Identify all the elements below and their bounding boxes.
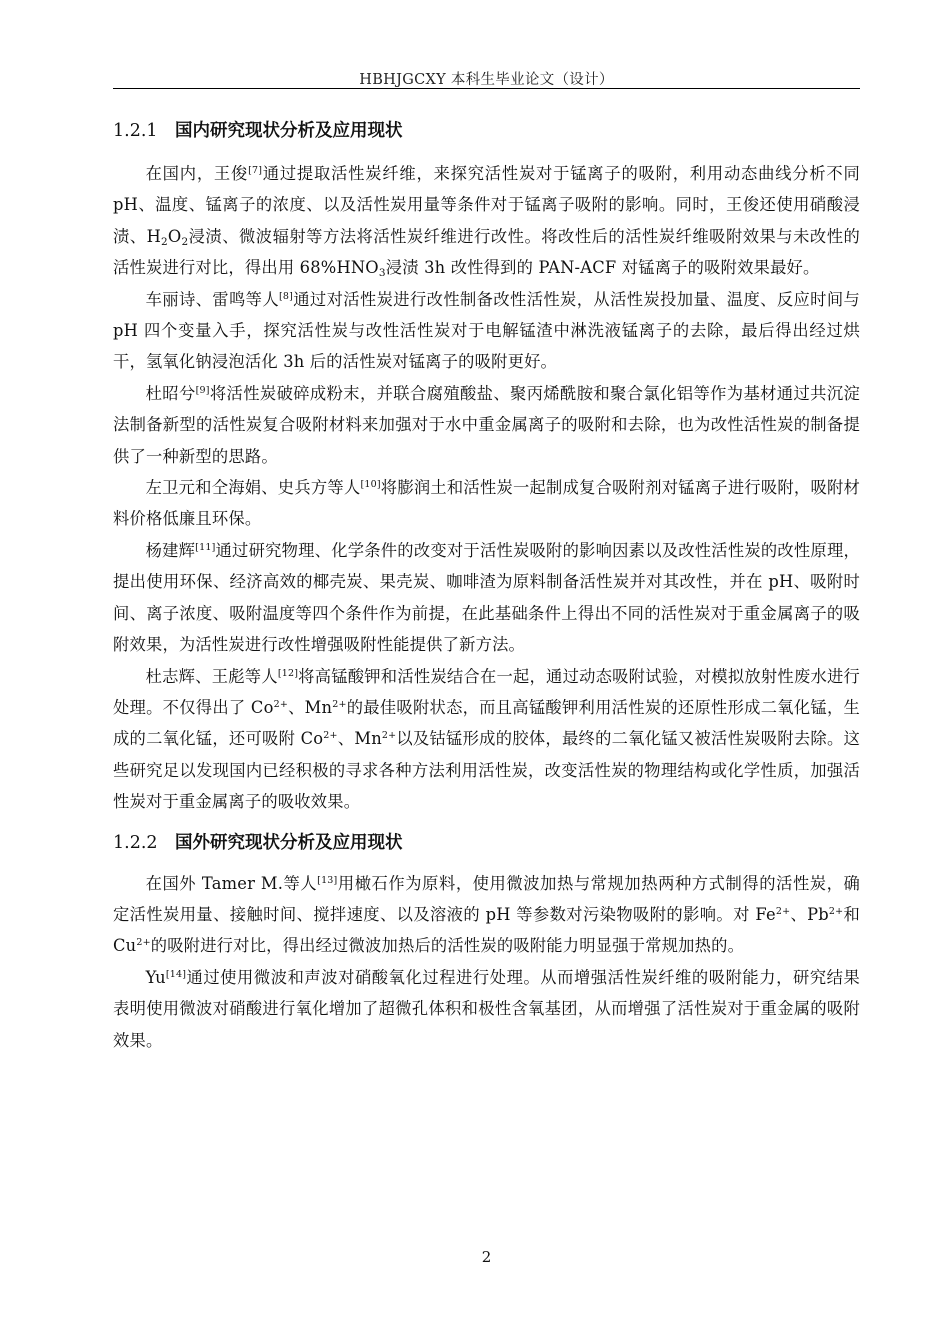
citation-ref: [13] [317, 874, 338, 886]
section-heading-1-2-2 [113, 828, 860, 858]
section-number: 1.2.1 [113, 121, 158, 141]
citation-ref: [12] [277, 667, 299, 679]
paragraph: 车丽诗、雷鸣等人[8]通过对活性炭进行改性制备改性活性炭，从活性炭投加量、温度、反应时间与 pH 四个变量入手，探究活性炭与改性活性炭对于电解锰渣中淋洗液锰离子的去除，最后得出经过烘干，氢氧化钠浸泡活化 3h 后的活性炭对锰离子的吸附更好。 [113, 289, 860, 372]
section-title: 国内研究现状分析及应用现状 [175, 121, 403, 141]
citation-ref: [9] [195, 384, 210, 396]
citation-ref: [11] [195, 541, 216, 553]
paragraph: 杜志辉、王彪等人[12]将高锰酸钾和活性炭结合在一起，通过动态吸附试验，对模拟放射性废水进行处理。不仅得出了 $Co^{2+}$、$Mn^{2+}$的最佳吸附状态，而且高锰酸钾利用活性炭的还原性形成二氧化锰，生成的二氧化锰，还可吸附 $Co^{2+}$、$Mn^{2+}$以及钴锰形成的胶体，最终的二氧化锰又被活性炭吸附去除。这些研究足以发现国内已经积极的寻求各种方法利用活性炭，改变活性炭的物理结构或化学性质，加强活性炭对于重金属离子的吸收效果。 [113, 666, 860, 812]
citation-ref: [7] [248, 165, 263, 176]
citation-ref: [8] [279, 290, 294, 302]
paragraph: 杜昭兮[9]将活性炭破碎成粉末，并联合腐殖酸盐、聚丙烯酰胺和聚合氯化铝等作为基材通过共沉淀法制备新型的活性炭复合吸附材料来加强对于水中重金属离子的吸附和去除，也为改性活性炭的制备提供了一种新型的思路。 [113, 383, 860, 466]
paragraph: 在国内，王俊[7]通过提取活性炭纤维，来探究活性炭对于锰离子的吸附，利用动态曲线分析不同 pH、温度、锰离子的浓度、以及活性炭用量等条件对于锰离子吸附的影响。同时，王俊还使用硝酸浸渍、$H_2O_2$浸渍、微波辐射等方法将活性炭纤维进行改性。将改性后的活性炭纤维吸附效果与未改性的活性炭进行对比，得出用 $68\%HNO_3$浸渍 3h 改性得到的 PAN-ACF 对锰离子的吸附效果最好。 [113, 164, 860, 280]
page-number: 2 [481, 1248, 492, 1266]
section-number: 1.2.2 [113, 832, 158, 853]
citation-ref: [10] [360, 479, 381, 491]
page-header: HBHJGCXY 本科生毕业论文（设计） [359, 72, 614, 88]
paragraph: 左卫元和仝海娟、史兵方等人[10]将膨润土和活性炭一起制成复合吸附剂对锰离子进行吸附，吸附材料价格低廉且环保。 [113, 478, 860, 529]
page-body [113, 116, 860, 1056]
citation-ref: [14] [165, 968, 187, 980]
paragraph: 杨建辉[11]通过研究物理、化学条件的改变对于活性炭吸附的影响因素以及改性活性炭的改性原理，提出使用环保、经济高效的椰壳炭、果壳炭、咖啡渣为原料制备活性炭并对其改性，并在 pH、吸附时间、离子浓度、吸附温度等四个条件作为前提，在此基础条件上得出不同的活性炭对于重金属离子的吸附效果，为活性炭进行改性增强吸附性能提供了新方法。 [113, 540, 860, 655]
paragraph: 在国外 Tamer M.等人[13]用橄石作为原料，使用微波加热与常规加热两种方式制得的活性炭，确定活性炭用量、接触时间、搅拌速度、以及溶液的 pH 等参数对污染物吸附的影响。对 $Fe^{2+}$、$Pb^{2+}$和 $Cu^{2+}$的吸附进行对比，得出经过微波加热后的活性炭的吸附能力明显强于常规加热的。 [113, 873, 860, 956]
paragraph: Yu[14]通过使用微波和声波对硝酸氧化过程进行处理。从而增强活性炭纤维的吸附能力，研究结果表明使用微波对硝酸进行氧化增加了超微孔体积和极性含氧基团，从而增强了活性炭对于重金属的吸附效果。 [113, 967, 860, 1050]
section-heading-1-2-1 [113, 116, 860, 146]
header-divider [113, 88, 860, 89]
section-title: 国外研究现状分析及应用现状 [175, 832, 403, 853]
